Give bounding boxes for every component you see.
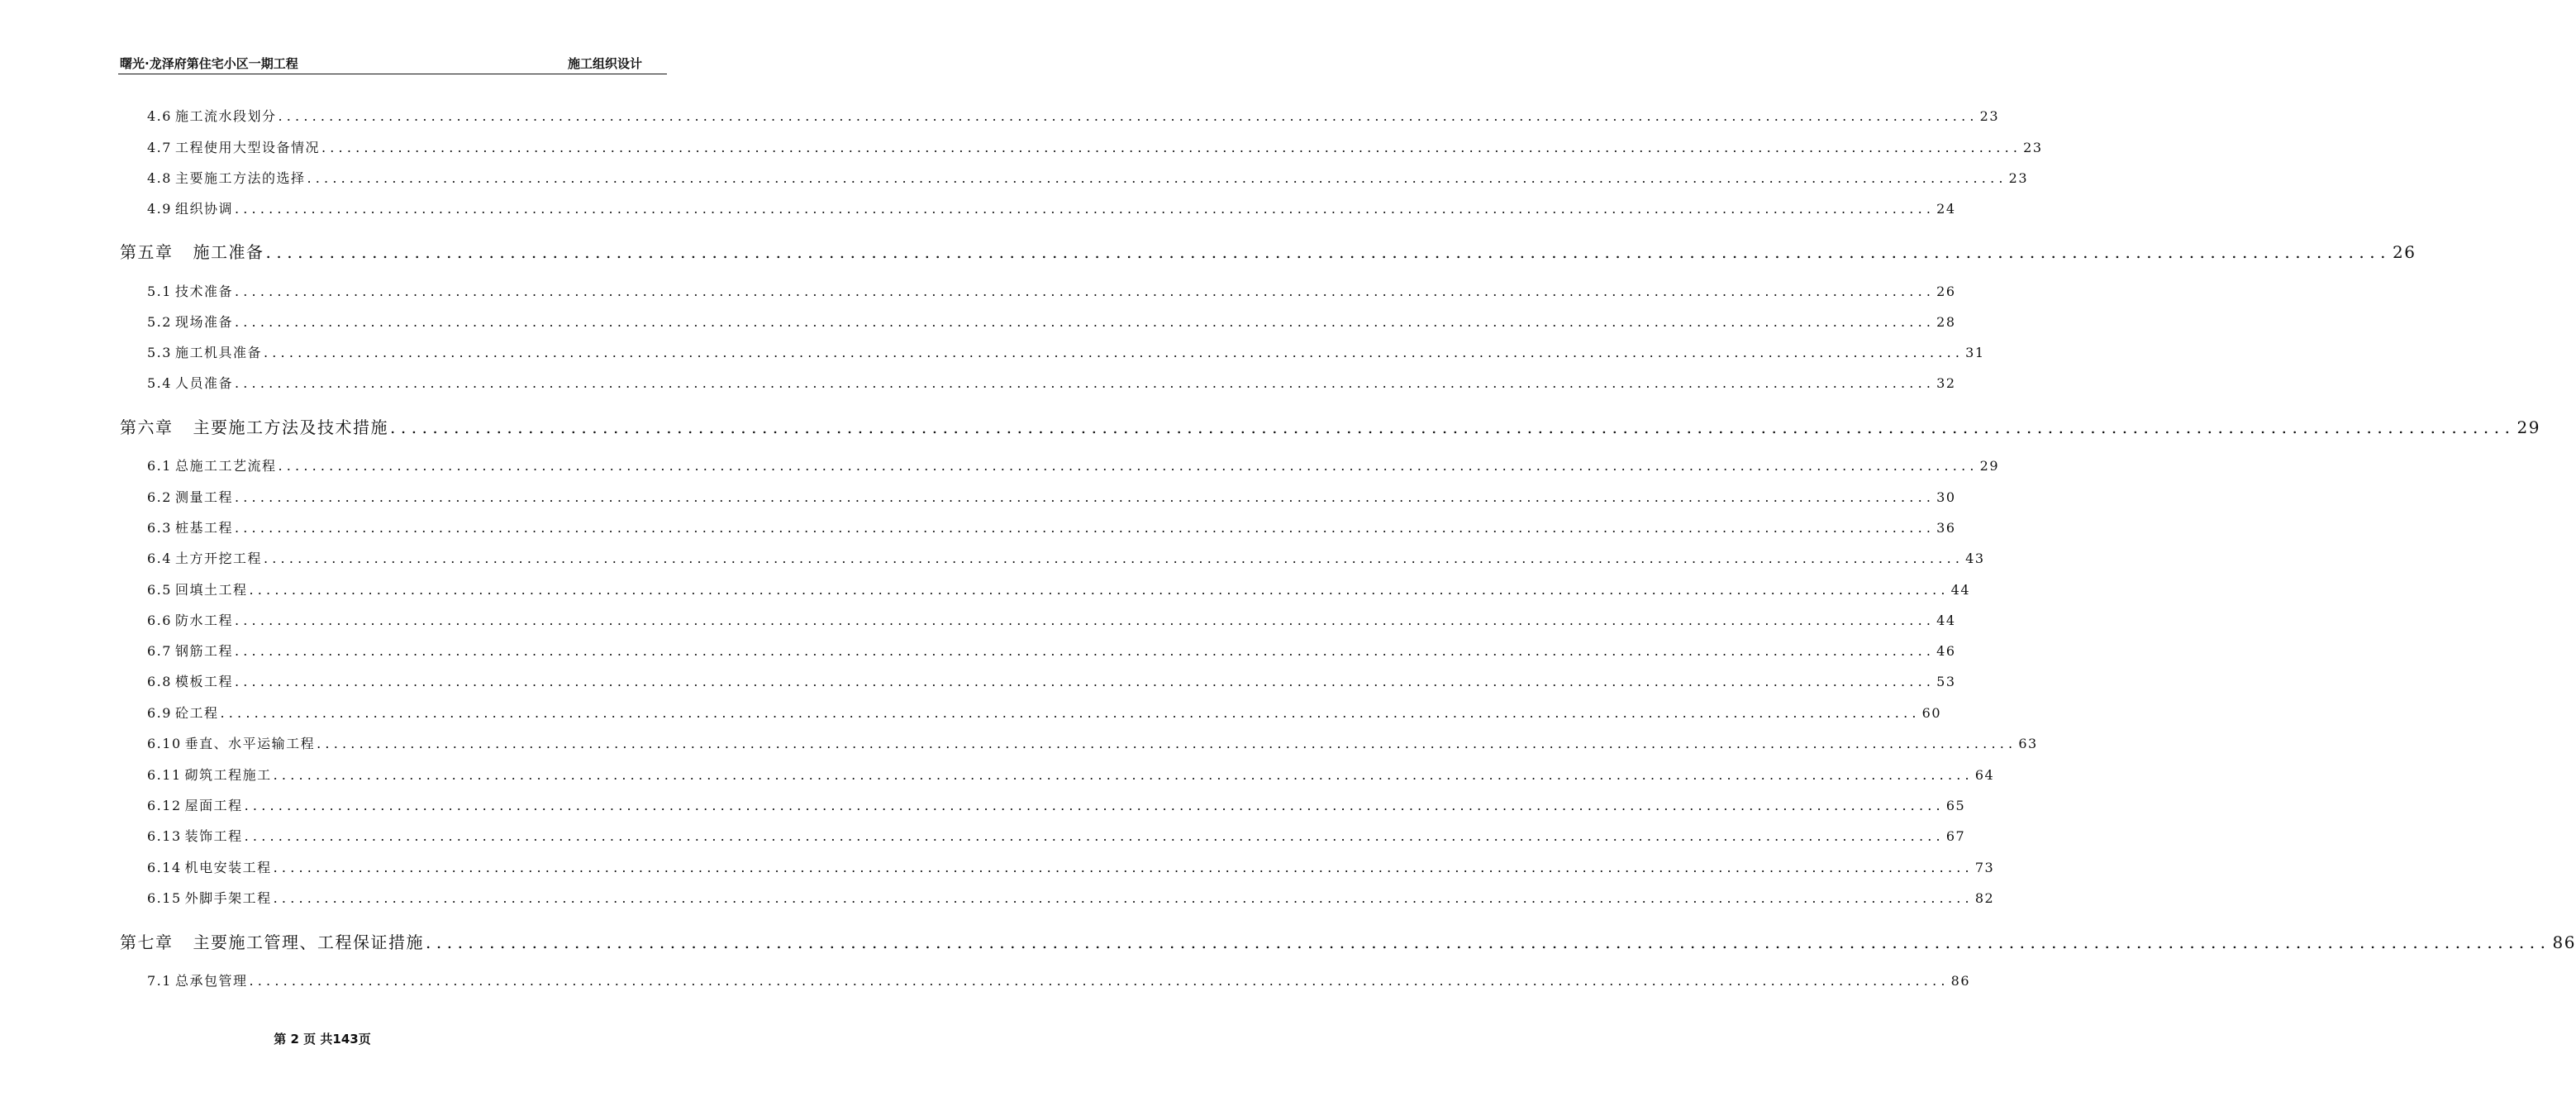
toc-entry-page-number: 86	[2552, 932, 2576, 952]
toc-entry-number: 第七章	[120, 932, 174, 952]
toc-entry-page-number: 26	[1936, 284, 1956, 299]
toc-entry-number: 6.15	[147, 890, 182, 906]
toc-entry-page-number: 44	[1950, 582, 1971, 598]
toc-entry-title: 现场准备	[174, 314, 233, 330]
toc-entry-page-number: 44	[1936, 613, 1956, 628]
toc-entry-title: 施工机具准备	[174, 345, 262, 360]
toc-leader-dots: ........................................................................................................................................................................................................	[265, 242, 2391, 262]
toc-leader-dots: ........................................................................................................................................................................................................	[249, 582, 1950, 598]
toc-entry-page-number: 29	[1979, 458, 2000, 474]
toc-entry-page-number: 32	[1936, 375, 1956, 391]
toc-section-entry[interactable]	[147, 970, 1971, 989]
toc-leader-dots: ........................................................................................................................................................................................................	[278, 458, 1978, 474]
toc-section-entry[interactable]	[147, 703, 1942, 722]
toc-entry-title: 总承包管理	[174, 973, 248, 989]
toc-section-entry[interactable]	[147, 641, 1956, 660]
toc-entry-title: 模板工程	[174, 674, 233, 689]
toc-entry-number: 6.9	[147, 705, 172, 721]
toc-entry-page-number: 67	[1945, 828, 1966, 844]
toc-entry-title: 防水工程	[174, 613, 233, 628]
toc-entry-number: 7.1	[147, 973, 172, 989]
toc-entry-page-number: 23	[2008, 170, 2029, 186]
toc-entry-title: 机电安装工程	[184, 860, 272, 875]
toc-leader-dots: ........................................................................................................................................................................................................	[307, 170, 2007, 186]
toc-section-entry[interactable]	[147, 487, 1956, 506]
toc-entry-page-number: 63	[2018, 736, 2038, 751]
toc-entry-page-number: 64	[1974, 767, 1995, 783]
toc-section-entry[interactable]	[147, 137, 2043, 156]
toc-entry-number: 6.13	[147, 828, 182, 844]
toc-leader-dots: ........................................................................................................................................................................................................	[321, 140, 2022, 155]
toc-entry-number: 6.11	[147, 767, 182, 783]
toc-entry-number: 6.5	[147, 582, 172, 598]
toc-entry-page-number: 29	[2516, 417, 2540, 437]
toc-leader-dots: ........................................................................................................................................................................................................	[263, 345, 1964, 360]
toc-entry-title: 垂直、水平运输工程	[184, 736, 316, 751]
toc-entry-title: 工程使用大型设备情况	[174, 140, 320, 155]
toc-entry-page-number: 60	[1921, 705, 1942, 721]
toc-entry-title: 组织协调	[174, 201, 233, 217]
toc-entry-page-number: 28	[1936, 314, 1956, 330]
toc-chapter-entry[interactable]	[120, 414, 2540, 438]
toc-entry-title: 测量工程	[174, 489, 233, 505]
toc-entry-page-number: 53	[1936, 674, 1956, 689]
toc-section-entry[interactable]	[147, 373, 1956, 392]
toc-entry-page-number: 23	[2023, 140, 2043, 155]
toc-leader-dots: ........................................................................................................................................................................................................	[234, 643, 1936, 659]
toc-leader-dots: ........................................................................................................................................................................................................	[273, 890, 1974, 906]
toc-chapter-entry[interactable]	[120, 239, 2416, 263]
toc-entry-title: 施工准备	[193, 242, 264, 262]
toc-section-entry[interactable]	[147, 610, 1956, 629]
toc-section-entry[interactable]	[147, 857, 1995, 876]
header-document-type: 施工组织设计	[567, 56, 642, 71]
toc-section-entry[interactable]	[147, 795, 1966, 814]
toc-entry-number: 5.3	[147, 345, 172, 360]
toc-entry-title: 主要施工方法及技术措施	[193, 417, 388, 437]
toc-entry-title: 屋面工程	[184, 798, 243, 813]
toc-entry-page-number: 30	[1936, 489, 1956, 505]
toc-entry-title: 砼工程	[174, 705, 219, 721]
toc-chapter-entry[interactable]	[120, 929, 2576, 953]
toc-entry-number: 6.8	[147, 674, 172, 689]
toc-entry-title: 桩基工程	[174, 520, 233, 536]
toc-section-entry[interactable]	[147, 342, 1985, 361]
toc-entry-number: 4.8	[147, 170, 172, 186]
toc-section-entry[interactable]	[147, 579, 1971, 598]
toc-section-entry[interactable]	[147, 548, 1985, 567]
toc-entry-number: 5.2	[147, 314, 172, 330]
toc-entry-number: 6.6	[147, 613, 172, 628]
page-footer: 第 2 页 共143页	[274, 1032, 371, 1047]
toc-section-entry[interactable]	[147, 517, 1956, 536]
toc-leader-dots: ........................................................................................................................................................................................................	[244, 828, 1945, 844]
toc-leader-dots: ........................................................................................................................................................................................................	[220, 705, 1921, 721]
toc-section-entry[interactable]	[147, 168, 2029, 187]
toc-leader-dots: ........................................................................................................................................................................................................	[234, 284, 1936, 299]
toc-leader-dots: ........................................................................................................................................................................................................	[234, 520, 1936, 536]
toc-leader-dots: ........................................................................................................................................................................................................	[317, 736, 2017, 751]
toc-leader-dots: ........................................................................................................................................................................................................	[244, 798, 1945, 813]
toc-entry-title: 主要施工管理、工程保证措施	[193, 932, 424, 952]
toc-section-entry[interactable]	[147, 671, 1956, 690]
toc-entry-number: 4.6	[147, 108, 172, 124]
header-project-title: 曙光·龙泽府第住宅小区一期工程	[120, 56, 298, 71]
toc-entry-page-number: 31	[1965, 345, 1985, 360]
toc-section-entry[interactable]	[147, 765, 1995, 784]
toc-section-entry[interactable]	[147, 281, 1956, 300]
toc-entry-title: 人员准备	[174, 375, 233, 391]
toc-entry-title: 钢筋工程	[174, 643, 233, 659]
toc-entry-page-number: 26	[2392, 242, 2416, 262]
toc-entry-number: 6.7	[147, 643, 172, 659]
toc-entry-title: 施工流水段划分	[174, 108, 277, 124]
toc-section-entry[interactable]	[147, 106, 2000, 125]
toc-leader-dots: ........................................................................................................................................................................................................	[234, 201, 1936, 217]
toc-leader-dots: ........................................................................................................................................................................................................	[234, 489, 1936, 505]
toc-entry-number: 6.12	[147, 798, 182, 813]
toc-leader-dots: ........................................................................................................................................................................................................	[273, 860, 1974, 875]
toc-entry-page-number: 73	[1974, 860, 1995, 875]
toc-entry-title: 技术准备	[174, 284, 233, 299]
toc-entry-title: 装饰工程	[184, 828, 243, 844]
toc-entry-page-number: 43	[1965, 551, 1985, 566]
toc-leader-dots: ........................................................................................................................................................................................................	[234, 375, 1936, 391]
toc-leader-dots: ........................................................................................................................................................................................................	[263, 551, 1964, 566]
toc-entry-page-number: 86	[1950, 973, 1971, 989]
toc-entry-number: 6.2	[147, 489, 172, 505]
toc-entry-number: 4.9	[147, 201, 172, 217]
toc-section-entry[interactable]	[147, 455, 2000, 474]
toc-entry-number: 6.3	[147, 520, 172, 536]
toc-entry-title: 总施工工艺流程	[174, 458, 277, 474]
toc-entry-page-number: 65	[1945, 798, 1966, 813]
toc-entry-number: 6.1	[147, 458, 172, 474]
toc-leader-dots: ........................................................................................................................................................................................................	[390, 417, 2516, 437]
toc-leader-dots: ........................................................................................................................................................................................................	[234, 613, 1936, 628]
toc-entry-number: 6.4	[147, 551, 172, 566]
toc-entry-number: 5.1	[147, 284, 172, 299]
toc-section-entry[interactable]	[147, 733, 2038, 752]
toc-entry-page-number: 82	[1974, 890, 1995, 906]
toc-entry-title: 土方开挖工程	[174, 551, 262, 566]
toc-leader-dots: ........................................................................................................................................................................................................	[249, 973, 1950, 989]
toc-entry-number: 6.14	[147, 860, 182, 875]
toc-entry-number: 4.7	[147, 140, 172, 155]
toc-entry-page-number: 23	[1979, 108, 2000, 124]
toc-entry-number: 第六章	[120, 417, 174, 437]
toc-leader-dots: ........................................................................................................................................................................................................	[234, 674, 1936, 689]
toc-entry-page-number: 46	[1936, 643, 1956, 659]
toc-section-entry[interactable]	[147, 826, 1966, 845]
toc-section-entry[interactable]	[147, 198, 1956, 217]
toc-entry-number: 5.4	[147, 375, 172, 391]
toc-leader-dots: ........................................................................................................................................................................................................	[426, 932, 2551, 952]
toc-entry-title: 主要施工方法的选择	[174, 170, 306, 186]
toc-leader-dots: ........................................................................................................................................................................................................	[234, 314, 1936, 330]
toc-entry-title: 回填土工程	[174, 582, 248, 598]
toc-entry-page-number: 24	[1936, 201, 1956, 217]
toc-entry-page-number: 36	[1936, 520, 1956, 536]
toc-entry-title: 外脚手架工程	[184, 890, 272, 906]
toc-entry-title: 砌筑工程施工	[184, 767, 272, 783]
toc-section-entry[interactable]	[147, 312, 1956, 331]
toc-entry-number: 6.10	[147, 736, 182, 751]
toc-entry-number: 第五章	[120, 242, 174, 262]
toc-leader-dots: ........................................................................................................................................................................................................	[278, 108, 1978, 124]
toc-leader-dots: ........................................................................................................................................................................................................	[273, 767, 1974, 783]
toc-section-entry[interactable]	[147, 888, 1995, 907]
